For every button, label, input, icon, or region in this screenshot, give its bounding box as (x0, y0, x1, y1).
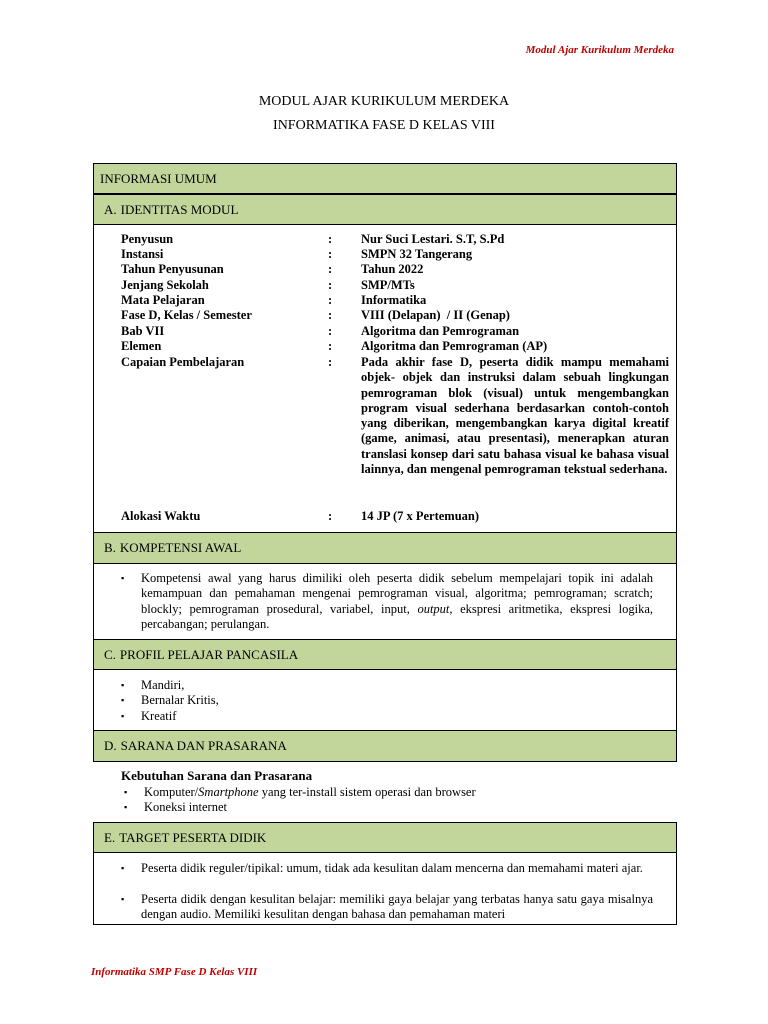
colon: : (328, 247, 333, 261)
informasi-umum-header (93, 163, 677, 194)
bullet-icon: ▪ (121, 573, 125, 583)
document-subtitle: INFORMATIKA FASE D KELAS VIII (273, 118, 495, 133)
identitas-key: Penyusun (121, 232, 174, 246)
bullet-icon: ▪ (124, 787, 128, 797)
text-run: Kompetensi awal yang harus dimiliki oleh peserta didik sebelum mempelajari topik ini adalah kemampuan dan pemahaman mengenai pemrograman visual, algoritma; pemrograman; scratch; blockly; pemrograman prosedural, variabel, input, (141, 571, 653, 616)
identitas-key: Elemen (121, 339, 162, 353)
section-label: IDENTITAS MODUL (120, 201, 239, 217)
section-letter: E. (104, 829, 116, 845)
identitas-key: Alokasi Waktu (121, 509, 201, 523)
section-letter: A. (104, 201, 117, 217)
bullet-icon: ▪ (124, 802, 128, 812)
capaian-pembelajaran-text: Pada akhir fase D, peserta didik mampu memahami objek- objek dan instruksi dalam sebuah lingkungan pemrograman blok (visual) untuk mengembangkan program visual sederhana berdasarkan contoh-contoh yang diberikan, mengembangkan karya digital kreatif (game, animasi, atau presentasi), menerapkan aturan translasi konsep dari satu bahasa visual ke bahasa visual lainnya, dan mengenal pemrograman tekstual sederhana. (361, 355, 669, 477)
identitas-value: Algoritma dan Pemrograman (361, 324, 520, 338)
section-a-header (93, 194, 677, 225)
identitas-value: VIII (Delapan) / II (Genap) (361, 308, 510, 322)
identitas-key: Mata Pelajaran (121, 293, 205, 307)
colon: : (328, 509, 333, 523)
colon: : (328, 293, 333, 307)
target-item: Peserta didik reguler/tipikal: umum, tidak ada kesulitan dalam mencerna dan memahami materi ajar. (141, 861, 643, 875)
target-item: Peserta didik dengan kesulitan belajar: memiliki gaya belajar yang terbatas hanya satu gaya misalnya dengan audio. Memiliki kesulitan dengan bahasa dan pemahaman materi (141, 892, 653, 922)
text-run: yang ter-install sistem operasi dan browser (258, 785, 476, 799)
text-run: Komputer/ (144, 785, 199, 799)
colon: : (328, 278, 333, 292)
section-letter: D. (104, 738, 117, 753)
page-footer: Informatika SMP Fase D Kelas VIII (91, 966, 258, 978)
identitas-key: Jenjang Sekolah (121, 278, 209, 292)
section-label: TARGET PESERTA DIDIK (119, 829, 267, 845)
bullet-icon: ▪ (121, 863, 125, 873)
colon: : (328, 232, 333, 246)
identitas-key: Fase D, Kelas / Semester (121, 308, 252, 322)
informasi-umum-label: INFORMASI UMUM (100, 170, 217, 186)
sarana-item: Koneksi internet (144, 800, 227, 814)
section-b-header (93, 532, 677, 564)
identitas-value: SMPN 32 Tangerang (361, 247, 473, 261)
text-run: , ekspresi aritmetika, ekspresi logika, percabangan; perulangan. (141, 601, 653, 631)
bullet-icon: ▪ (121, 894, 125, 904)
sarana-heading: Kebutuhan Sarana dan Prasarana (121, 768, 313, 783)
identitas-key: Bab VII (121, 324, 165, 338)
bullet-icon: ▪ (121, 680, 125, 690)
section-letter: C. (104, 646, 116, 662)
identitas-key: Instansi (121, 247, 164, 261)
identitas-value: Algoritma dan Pemrograman (AP) (361, 339, 548, 353)
section-letter: B. (104, 540, 116, 555)
colon: : (328, 324, 333, 338)
identitas-value: Tahun 2022 (361, 262, 424, 276)
profil-item: Mandiri, (141, 678, 185, 692)
colon: : (328, 308, 333, 322)
section-label: SARANA DAN PRASARANA (120, 738, 287, 753)
profil-item: Kreatif (141, 709, 177, 723)
identitas-value: 14 JP (7 x Pertemuan) (361, 509, 480, 523)
bullet-icon: ▪ (121, 695, 125, 705)
colon: : (328, 355, 333, 369)
text-run-italic: Smartphone (198, 785, 259, 799)
identitas-value: Informatika (361, 293, 427, 307)
colon: : (328, 262, 333, 276)
identitas-value: Nur Suci Lestari. S.T, S.Pd (361, 232, 505, 246)
identitas-value: SMP/MTs (361, 278, 415, 292)
document-title: MODUL AJAR KURIKULUM MERDEKA (258, 94, 510, 109)
section-label: PROFIL PELAJAR PANCASILA (119, 646, 299, 662)
sarana-item (144, 785, 476, 800)
section-d-header (93, 730, 677, 762)
kompetensi-awal-text (141, 571, 653, 632)
section-label: KOMPETENSI AWAL (119, 540, 242, 555)
bullet-icon: ▪ (121, 711, 125, 721)
colon: : (328, 339, 333, 353)
running-header: Modul Ajar Kurikulum Merdeka (525, 44, 674, 56)
identitas-key: Capaian Pembelajaran (121, 355, 245, 369)
identitas-key: Tahun Penyusunan (121, 262, 224, 276)
profil-item: Bernalar Kritis, (141, 693, 219, 707)
section-c-header (93, 639, 677, 670)
section-e-header (93, 822, 677, 853)
text-run-italic: output (417, 601, 450, 616)
